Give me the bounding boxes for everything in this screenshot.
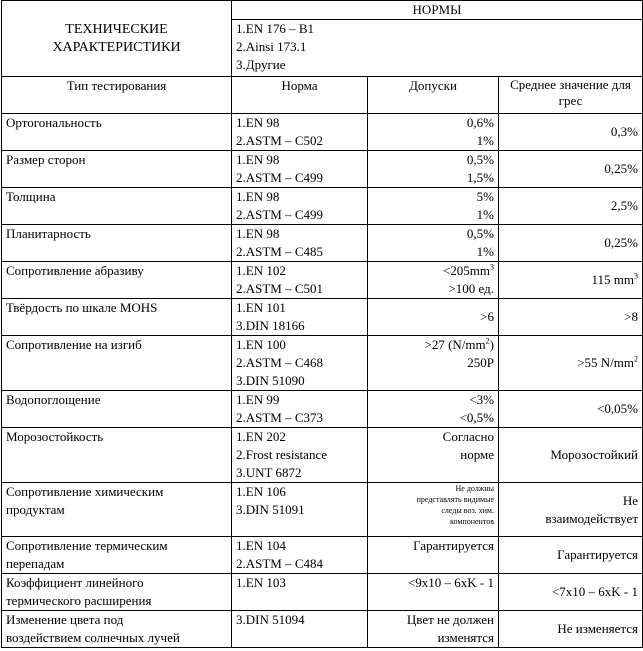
row-name: Твёрдость по шкале MOHS: [2, 299, 232, 336]
row-name: Изменение цвета под воздействием солнечных лучей: [2, 611, 232, 648]
table-row: [2, 336, 643, 391]
row-name: Морозостойкость: [2, 428, 232, 483]
row-standards: 1.EN 103: [232, 574, 368, 611]
col-average: Среднее значение для грес: [499, 77, 643, 114]
row-average: 0,25%: [499, 151, 643, 188]
row-name: Сопротивление на изгиб: [2, 336, 232, 391]
norms-label: НОРМЫ: [232, 1, 642, 20]
row-tolerance: >27 $(N/mm^2)$ 250P: [368, 336, 499, 391]
row-average: 0,25%: [499, 225, 643, 262]
row-tolerance: $<205mm^3$ >100 ед.: [368, 262, 499, 299]
row-tolerance: 0,5% 1,5%: [368, 151, 499, 188]
row-tolerance: Не должны представлять видимые следы воз. хим. компонентов: [368, 483, 499, 537]
row-tolerance: 5% 1%: [368, 188, 499, 225]
table-row: [2, 537, 643, 574]
row-standards: 1.EN 102 2.ASTM – C501: [232, 262, 368, 299]
row-standards: 1.EN 98 2.ASTM – C499: [232, 188, 368, 225]
row-name: Планитарность: [2, 225, 232, 262]
row-standards: 1.EN 98 2.ASTM – C485: [232, 225, 368, 262]
table-header-row: [2, 1, 643, 77]
col-norm: Норма: [232, 77, 368, 114]
row-average: 0,3%: [499, 114, 643, 151]
row-tolerance: Гарантируется: [368, 537, 499, 574]
table-row: [2, 611, 643, 648]
row-average: >8: [499, 299, 643, 336]
row-tolerance: Цвет не должен изменятся: [368, 611, 499, 648]
row-tolerance: <3% <0,5%: [368, 391, 499, 428]
row-standards: 1.EN 106 3.DIN 51091: [232, 483, 368, 537]
row-name: Толщина: [2, 188, 232, 225]
row-standards: 1.EN 98 2.ASTM – C502: [232, 114, 368, 151]
row-name: Сопротивление абразиву: [2, 262, 232, 299]
row-average: Гарантируется: [499, 537, 643, 574]
table-row: [2, 114, 643, 151]
row-tolerance: 0,6% 1%: [368, 114, 499, 151]
row-standards: 1.EN 202 2.Frost resistance 3.UNT 6872: [232, 428, 368, 483]
col-tolerance: Допуски: [368, 77, 499, 114]
row-average: Морозостойкий: [499, 428, 643, 483]
row-average: Не изменяется: [499, 611, 643, 648]
row-standards: 1.EN 99 2.ASTM – C373: [232, 391, 368, 428]
table-row: [2, 391, 643, 428]
table-row: [2, 151, 643, 188]
row-standards: 1.EN 104 2.ASTM – C484: [232, 537, 368, 574]
row-name: Ортогональность: [2, 114, 232, 151]
row-standards: 1.EN 101 3.DIN 18166: [232, 299, 368, 336]
row-tolerance: <9x10 – 6xK - 1: [368, 574, 499, 611]
row-average: <0,05%: [499, 391, 643, 428]
row-name: Коэффициент линейного термического расширения: [2, 574, 232, 611]
row-tolerance: 0,5% 1%: [368, 225, 499, 262]
specifications-table: [1, 0, 643, 648]
row-name: Водопоглощение: [2, 391, 232, 428]
row-average: Не взаимодействует: [499, 483, 643, 537]
norm-refs-list: 1.EN 176 – B1 2.Ainsi 173.1 3.Другие: [236, 21, 314, 72]
table-row: [2, 574, 643, 611]
col-type: Тип тестирования: [2, 77, 232, 114]
row-standards: 1.EN 98 2.ASTM – C499: [232, 151, 368, 188]
row-name: Размер сторон: [2, 151, 232, 188]
table-row: [2, 188, 643, 225]
row-tolerance: Согласно норме: [368, 428, 499, 483]
row-average: 115 $mm^3$: [499, 262, 643, 299]
table-row: [2, 262, 643, 299]
row-name: Сопротивление термическим перепадам: [2, 537, 232, 574]
table-row: [2, 299, 643, 336]
row-average: >55 $N/mm^2$: [499, 336, 643, 391]
row-tolerance: >6: [368, 299, 499, 336]
table-row: [2, 483, 643, 537]
row-average: 2,5%: [499, 188, 643, 225]
row-average: <7x10 – 6xK - 1: [499, 574, 643, 611]
table-row: [2, 225, 643, 262]
characteristics-title: ТЕХНИЧЕСКИЕ ХАРАКТЕРИСТИКИ: [2, 1, 232, 77]
table-row: [2, 428, 643, 483]
norms-cell: [232, 1, 643, 77]
column-headers: [2, 77, 643, 114]
row-name: Сопротивление химическим продуктам: [2, 483, 232, 537]
row-standards: 1.EN 100 2.ASTM – C468 3.DIN 51090: [232, 336, 368, 391]
row-standards: 3.DIN 51094: [232, 611, 368, 648]
